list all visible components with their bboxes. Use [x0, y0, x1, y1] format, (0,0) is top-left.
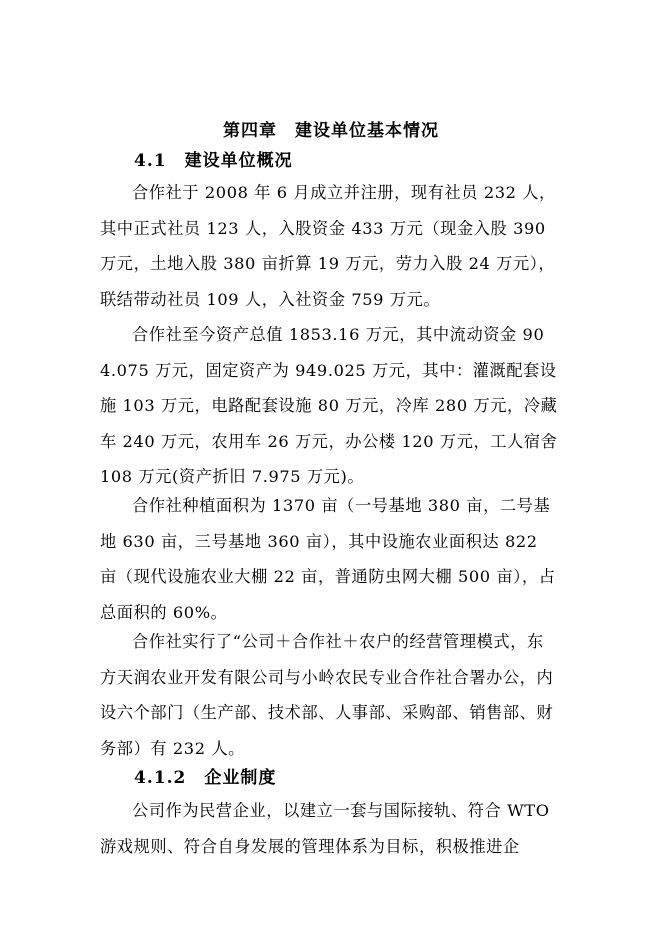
paragraph-enterprise-system: 公司作为民营企业，以建立一套与国际接轨、符合 WTO 游戏规则、符合自身发展的管理体系为目标，积极推进企 [100, 801, 550, 856]
paragraph-assets: 合作社至今资产总值 1853.16 万元，其中流动资金 904.075 万元，固定资产为 949.025 万元，其中：灌溉配套设施 103 万元，电路配套设施 80 万元，冷库 280 万元，冷藏车 240 万元，农用车 26 万元，办公楼 120 万元，工人宿舍 108 万元(资产折旧 7.975 万元)。 [100, 325, 558, 487]
section-heading-4-1-2: 4.1.2 企业制度 [134, 768, 277, 788]
paragraph-management-model: 合作社实行了“公司＋合作社＋农户的经营管理模式，东方天润农业开发有限公司与小岭农民专业合作社合署办公，内设六个部门（生产部、技术部、人事部、采购部、销售部、财务部）有 232 人。 [100, 632, 554, 758]
chapter-title: 第四章 建设单位基本情况 [223, 121, 439, 141]
paragraph-membership: 合作社于 2008 年 6 月成立并注册，现有社员 232 人，其中正式社员 123 人，入股资金 433 万元（现金入股 390 万元，土地入股 380 亩折算 19 万元，劳力入股 24 万元），联结带动社员 109 人，入社资金 759 万元。 [100, 183, 556, 309]
section-heading-4-1: 4.1 建设单位概况 [134, 151, 293, 171]
paragraph-planting-area: 合作社种植面积为 1370 亩（一号基地 380 亩，二号基地 630 亩，三号基地 360 亩），其中设施农业面积达 822 亩（现代设施农业大棚 22 亩，普通防虫网大棚 500 亩），占总面积的 60%。 [100, 496, 556, 622]
